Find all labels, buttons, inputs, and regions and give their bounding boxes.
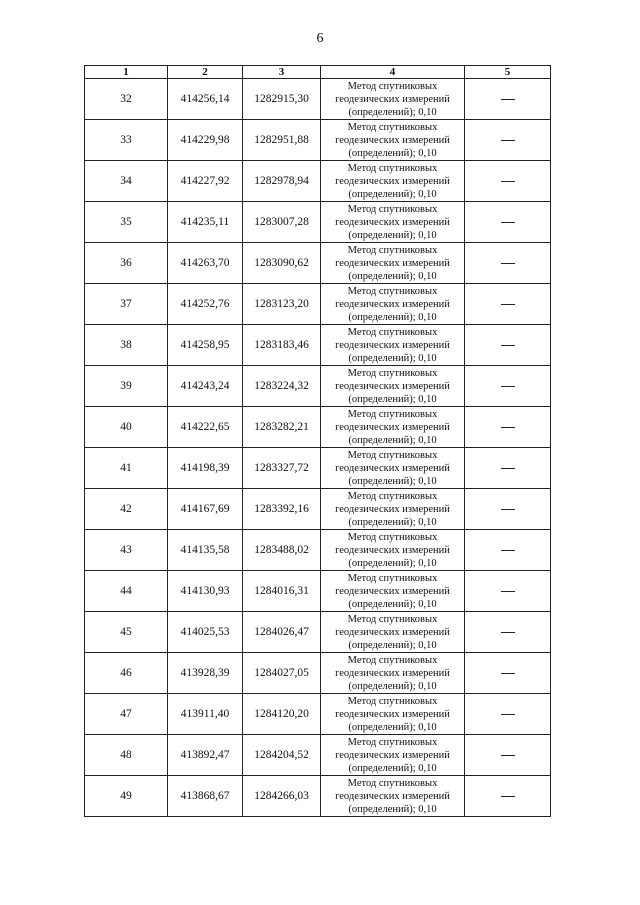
method-line: Метод спутниковых xyxy=(347,449,438,461)
x-coordinate-cell: 414252,76 xyxy=(168,284,243,325)
method-cell xyxy=(321,366,465,407)
table-row xyxy=(85,694,551,735)
y-coordinate-cell: 1282978,94 xyxy=(243,161,321,202)
page-number: 6 xyxy=(316,31,324,46)
point-number-cell: 47 xyxy=(85,694,168,735)
method-line: геодезических измерений xyxy=(335,503,450,515)
column-5-cell xyxy=(465,202,551,243)
dash-mark xyxy=(501,222,515,223)
header-col-3: 3 xyxy=(243,66,321,79)
method-line: (определений); 0,10 xyxy=(348,475,437,487)
column-5-cell xyxy=(465,284,551,325)
x-coordinate-cell: 414243,24 xyxy=(168,366,243,407)
dash-mark xyxy=(501,304,515,305)
y-coordinate-cell: 1283224,32 xyxy=(243,366,321,407)
column-5-cell xyxy=(465,530,551,571)
dash-mark xyxy=(501,99,515,100)
point-number-cell: 39 xyxy=(85,366,168,407)
x-coordinate-cell: 414025,53 xyxy=(168,612,243,653)
x-coordinate-cell: 413868,67 xyxy=(168,776,243,817)
point-number-cell: 42 xyxy=(85,489,168,530)
y-coordinate-cell: 1283090,62 xyxy=(243,243,321,284)
method-line: (определений); 0,10 xyxy=(348,147,437,159)
x-coordinate-cell: 414235,11 xyxy=(168,202,243,243)
method-line: геодезических измерений xyxy=(335,708,450,720)
y-coordinate-cell: 1284016,31 xyxy=(243,571,321,612)
method-line: геодезических измерений xyxy=(335,380,450,392)
y-coordinate-cell: 1283282,21 xyxy=(243,407,321,448)
method-line: (определений); 0,10 xyxy=(348,639,437,651)
method-line: (определений); 0,10 xyxy=(348,106,437,118)
x-coordinate-cell: 414263,70 xyxy=(168,243,243,284)
method-line: геодезических измерений xyxy=(335,175,450,187)
method-line: (определений); 0,10 xyxy=(348,762,437,774)
header-col-5: 5 xyxy=(465,66,551,79)
method-cell xyxy=(321,694,465,735)
table-row xyxy=(85,653,551,694)
dash-mark xyxy=(501,263,515,264)
method-line: (определений); 0,10 xyxy=(348,803,437,815)
y-coordinate-cell: 1283183,46 xyxy=(243,325,321,366)
method-line: Метод спутниковых xyxy=(347,695,438,707)
table-row xyxy=(85,489,551,530)
point-number-cell: 38 xyxy=(85,325,168,366)
method-line: (определений); 0,10 xyxy=(348,270,437,282)
method-line: геодезических измерений xyxy=(335,667,450,679)
point-number-cell: 48 xyxy=(85,735,168,776)
point-number-cell: 33 xyxy=(85,120,168,161)
point-number-cell: 41 xyxy=(85,448,168,489)
method-cell xyxy=(321,571,465,612)
method-line: Метод спутниковых xyxy=(347,408,438,420)
method-cell xyxy=(321,161,465,202)
point-number-cell: 40 xyxy=(85,407,168,448)
method-line: Метод спутниковых xyxy=(347,572,438,584)
y-coordinate-cell: 1284120,20 xyxy=(243,694,321,735)
column-5-cell xyxy=(465,694,551,735)
method-line: геодезических измерений xyxy=(335,298,450,310)
y-coordinate-cell: 1284026,47 xyxy=(243,612,321,653)
x-coordinate-cell: 414222,65 xyxy=(168,407,243,448)
table-row xyxy=(85,243,551,284)
method-cell xyxy=(321,284,465,325)
method-line: геодезических измерений xyxy=(335,134,450,146)
dash-mark xyxy=(501,345,515,346)
column-5-cell xyxy=(465,448,551,489)
point-number-cell: 45 xyxy=(85,612,168,653)
table-row xyxy=(85,202,551,243)
header-col-1: 1 xyxy=(85,66,168,79)
method-line: Метод спутниковых xyxy=(347,777,438,789)
method-line: (определений); 0,10 xyxy=(348,311,437,323)
table-row xyxy=(85,571,551,612)
method-line: Метод спутниковых xyxy=(347,326,438,338)
method-line: Метод спутниковых xyxy=(347,654,438,666)
dash-mark xyxy=(501,140,515,141)
method-cell xyxy=(321,407,465,448)
y-coordinate-cell: 1282951,88 xyxy=(243,120,321,161)
point-number-cell: 35 xyxy=(85,202,168,243)
method-cell xyxy=(321,776,465,817)
method-cell xyxy=(321,653,465,694)
column-5-cell xyxy=(465,407,551,448)
point-number-cell: 37 xyxy=(85,284,168,325)
coordinates-table xyxy=(84,65,551,817)
column-5-cell xyxy=(465,489,551,530)
column-5-cell xyxy=(465,366,551,407)
table-row xyxy=(85,161,551,202)
method-cell xyxy=(321,325,465,366)
dash-mark xyxy=(501,796,515,797)
point-number-cell: 49 xyxy=(85,776,168,817)
dash-mark xyxy=(501,714,515,715)
method-line: Метод спутниковых xyxy=(347,121,438,133)
method-line: Метод спутниковых xyxy=(347,162,438,174)
header-col-4: 4 xyxy=(321,66,465,79)
method-line: геодезических измерений xyxy=(335,462,450,474)
method-line: (определений); 0,10 xyxy=(348,721,437,733)
column-5-cell xyxy=(465,612,551,653)
point-number-cell: 34 xyxy=(85,161,168,202)
y-coordinate-cell: 1284266,03 xyxy=(243,776,321,817)
y-coordinate-cell: 1283123,20 xyxy=(243,284,321,325)
method-cell xyxy=(321,530,465,571)
x-coordinate-cell: 414227,92 xyxy=(168,161,243,202)
header-col-2: 2 xyxy=(168,66,243,79)
method-line: геодезических измерений xyxy=(335,585,450,597)
y-coordinate-cell: 1284027,05 xyxy=(243,653,321,694)
dash-mark xyxy=(501,755,515,756)
method-line: Метод спутниковых xyxy=(347,736,438,748)
method-line: (определений); 0,10 xyxy=(348,557,437,569)
method-line: (определений); 0,10 xyxy=(348,229,437,241)
method-line: (определений); 0,10 xyxy=(348,598,437,610)
method-cell xyxy=(321,202,465,243)
column-5-cell xyxy=(465,120,551,161)
dash-mark xyxy=(501,673,515,674)
method-cell xyxy=(321,79,465,120)
method-line: геодезических измерений xyxy=(335,421,450,433)
column-5-cell xyxy=(465,571,551,612)
method-cell xyxy=(321,612,465,653)
method-line: Метод спутниковых xyxy=(347,244,438,256)
method-line: Метод спутниковых xyxy=(347,531,438,543)
y-coordinate-cell: 1283007,28 xyxy=(243,202,321,243)
table-row xyxy=(85,284,551,325)
dash-mark xyxy=(501,427,515,428)
method-line: Метод спутниковых xyxy=(347,80,438,92)
table-body xyxy=(85,79,551,817)
method-line: геодезических измерений xyxy=(335,749,450,761)
method-line: (определений); 0,10 xyxy=(348,516,437,528)
column-5-cell xyxy=(465,161,551,202)
table-row xyxy=(85,79,551,120)
method-cell xyxy=(321,489,465,530)
column-5-cell xyxy=(465,653,551,694)
x-coordinate-cell: 414258,95 xyxy=(168,325,243,366)
table-row xyxy=(85,735,551,776)
point-number-cell: 43 xyxy=(85,530,168,571)
method-line: Метод спутниковых xyxy=(347,490,438,502)
table-row xyxy=(85,407,551,448)
column-5-cell xyxy=(465,79,551,120)
dash-mark xyxy=(501,468,515,469)
point-number-cell: 46 xyxy=(85,653,168,694)
column-5-cell xyxy=(465,243,551,284)
dash-mark xyxy=(501,591,515,592)
x-coordinate-cell: 413911,40 xyxy=(168,694,243,735)
dash-mark xyxy=(501,181,515,182)
method-line: геодезических измерений xyxy=(335,339,450,351)
method-cell xyxy=(321,448,465,489)
table-row xyxy=(85,120,551,161)
method-cell xyxy=(321,243,465,284)
method-line: (определений); 0,10 xyxy=(348,680,437,692)
method-line: геодезических измерений xyxy=(335,257,450,269)
header-row xyxy=(85,66,551,79)
method-line: геодезических измерений xyxy=(335,544,450,556)
method-line: геодезических измерений xyxy=(335,790,450,802)
y-coordinate-cell: 1284204,52 xyxy=(243,735,321,776)
point-number-cell: 32 xyxy=(85,79,168,120)
method-line: Метод спутниковых xyxy=(347,285,438,297)
x-coordinate-cell: 414130,93 xyxy=(168,571,243,612)
table-row xyxy=(85,612,551,653)
method-cell xyxy=(321,735,465,776)
method-line: (определений); 0,10 xyxy=(348,352,437,364)
dash-mark xyxy=(501,509,515,510)
y-coordinate-cell: 1283392,16 xyxy=(243,489,321,530)
method-line: (определений); 0,10 xyxy=(348,188,437,200)
table-row xyxy=(85,448,551,489)
method-line: (определений); 0,10 xyxy=(348,393,437,405)
column-5-cell xyxy=(465,776,551,817)
y-coordinate-cell: 1283488,02 xyxy=(243,530,321,571)
x-coordinate-cell: 414198,39 xyxy=(168,448,243,489)
table-row xyxy=(85,366,551,407)
method-line: геодезических измерений xyxy=(335,216,450,228)
dash-mark xyxy=(501,550,515,551)
table-row xyxy=(85,776,551,817)
column-5-cell xyxy=(465,735,551,776)
dash-mark xyxy=(501,386,515,387)
column-5-cell xyxy=(465,325,551,366)
method-line: Метод спутниковых xyxy=(347,367,438,379)
method-cell xyxy=(321,120,465,161)
x-coordinate-cell: 414167,69 xyxy=(168,489,243,530)
table-row xyxy=(85,530,551,571)
x-coordinate-cell: 414135,58 xyxy=(168,530,243,571)
table-header xyxy=(85,66,551,79)
point-number-cell: 36 xyxy=(85,243,168,284)
x-coordinate-cell: 413928,39 xyxy=(168,653,243,694)
dash-mark xyxy=(501,632,515,633)
y-coordinate-cell: 1283327,72 xyxy=(243,448,321,489)
method-line: геодезических измерений xyxy=(335,93,450,105)
table-row xyxy=(85,325,551,366)
point-number-cell: 44 xyxy=(85,571,168,612)
method-line: Метод спутниковых xyxy=(347,613,438,625)
x-coordinate-cell: 413892,47 xyxy=(168,735,243,776)
y-coordinate-cell: 1282915,30 xyxy=(243,79,321,120)
method-line: Метод спутниковых xyxy=(347,203,438,215)
x-coordinate-cell: 414256,14 xyxy=(168,79,243,120)
method-line: (определений); 0,10 xyxy=(348,434,437,446)
x-coordinate-cell: 414229,98 xyxy=(168,120,243,161)
method-line: геодезических измерений xyxy=(335,626,450,638)
